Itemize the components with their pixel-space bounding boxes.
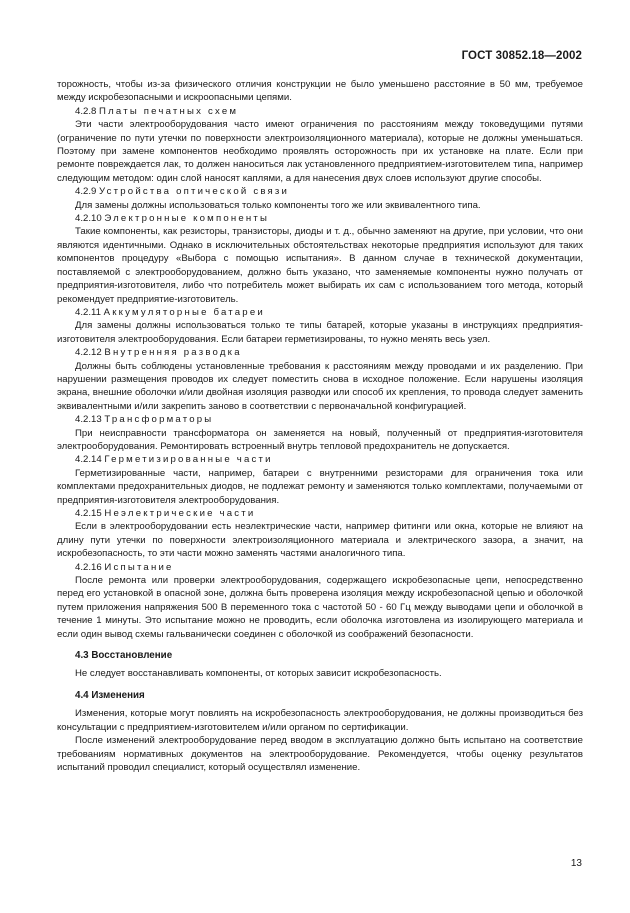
subsection-heading-4-2-12: 4.2.12 Внутренняя разводка: [75, 347, 242, 359]
subsection-heading-4-2-10: 4.2.10 Электронные компоненты: [75, 213, 270, 225]
body-paragraph: Изменения, которые могут повлиять на искробезопасность электрооборудования, не должны производиться без консультации с предприятием-изготовителем и/или органом по сертификации.: [57, 708, 583, 733]
subsection-heading-4-2-15: 4.2.15 Неэлектрические части: [75, 508, 256, 519]
subsection-heading-4-2-13: 4.2.13 Трансформаторы: [75, 414, 214, 426]
body-paragraph: торожность, чтобы из-за физического отличия конструкции не было уменьшено расстояние в 50 мм, требуемое между искробезопасными и искроопасными цепями.: [57, 79, 583, 104]
body-paragraph: Не следует восстанавливать компоненты, от которых зависит искробезопасность.: [75, 668, 442, 680]
subsection-heading-4-2-14: 4.2.14 Герметизированные части: [75, 454, 273, 466]
body-paragraph: После изменений электрооборудование перед вводом в эксплуатацию должно быть испытано на соответствие требованиям нормативных документов на электрооборудование. Рекомендуется, чтобы оценку результатов испытаний проводил специалист, который осуществлял изменение.: [57, 735, 583, 773]
page-number: 13: [570, 858, 582, 869]
body-paragraph: Должны быть соблюдены установленные требования к расстояниям между проводами и их разделению. При нарушении размещения проводов их следует поместить снова в исходное положение. Если нарушены изоляция экрана, внешние оболочки и/или двойная изоляция разводки или способ их крепления, то провода следует заменить эквивалентными и/или закрепить заново в соответствии с первоначальной конфигурацией.: [57, 360, 583, 412]
subsection-heading-4-2-9: 4.2.9 Устройства оптической связи: [75, 186, 290, 198]
subsection-heading-4-2-11: 4.2.11 Аккумуляторные батареи: [75, 306, 265, 318]
body-paragraph: Такие компоненты, как резисторы, транзисторы, диоды и т. д., обычно заменяют на другие, при условии, что они являются идентичными. Однако в исключительных обстоятельствах некоторые предприятия используют для таких компонентов процедуру «Выбора с помощью испытания». В данном случае в технической документации, поставляемой с электрооборудованием, должно быть указано, что заменяемые компоненты нужно получать от предприятия-изготовителя, либо что потребитель может выбирать их сам с использованием того метода, который рекомендует предприятие-изготовитель.: [57, 226, 583, 305]
body-paragraph: Если в электрооборудовании есть неэлектрические части, например фитинги или окна, которые не влияют на длину пути утечки по поверхности электроизоляционного материала и электрического зазора, а значит, на искробезопасность, то эти части можно заменять частями аналогичного типа.: [57, 521, 583, 560]
body-paragraph: Герметизированные части, например, батареи с внутренними резисторами для ограничения тока или комплектами предохранительных диодов, не подлежат ремонту и заменяются только комплектами, получаемыми от предприятия-изготовителя электрооборудования.: [57, 467, 583, 506]
body-paragraph: Для замены должны использоваться только те типы батарей, которые указаны в инструкциях предприятия-изготовителя электрооборудования. Если батареи герметизированы, то нужно менять весь узел.: [57, 320, 583, 345]
body-paragraph: Для замены должны использоваться только компоненты того же или эквивалентного типа.: [75, 199, 481, 211]
body-paragraph: После ремонта или проверки электрооборудования, содержащего искробезопасные цепи, непосредственно перед его установкой в опасной зоне, должна быть проверена изоляция между искробезопасной цепью и оболочкой путем приложения напряжения 500 В переменного тока с частотой 50 - 60 Гц между выводами цепи и оболочкой в течение 1 минуты. Это испытание можно не проводить, если оболочка изготовлена из изолирующего материала и если один вывод схемы гальванически соединен с оболочкой из соображений безопасности.: [57, 575, 583, 640]
document-body: [57, 78, 583, 774]
subsection-heading-4-2-16: 4.2.16 Испытание: [75, 561, 174, 573]
section-heading-4-4: 4.4 Изменения: [75, 689, 145, 701]
section-heading-4-3: 4.3 Восстановление: [75, 650, 173, 662]
body-paragraph: Эти части электрооборудования часто имеют ограничения по расстояниям между токоведущими путями (ограничение по пути утечки по поверхности электроизоляционного материала), которые не должны уменьшаться. Поэтому при замене компонентов необходимо проявлять осторожность при их установке на плате. Если при ремонте повреждается лак, то должен наноситься лак установленного предприятием-изготовителем типа, например следующим методом: один слой наносят каплями, а для нанесения двух слоев используют другие способы.: [57, 119, 583, 184]
subsection-heading-4-2-8: 4.2.8 Платы печатных схем: [75, 105, 239, 117]
body-paragraph: При неисправности трансформатора он заменяется на новый, полученный от предприятия-изготовителя электрооборудования. Ремонтировать встроенный внутрь тепловой предохранитель не допускается.: [57, 427, 583, 452]
document-header: ГОСТ 30852.18—2002: [461, 50, 582, 62]
